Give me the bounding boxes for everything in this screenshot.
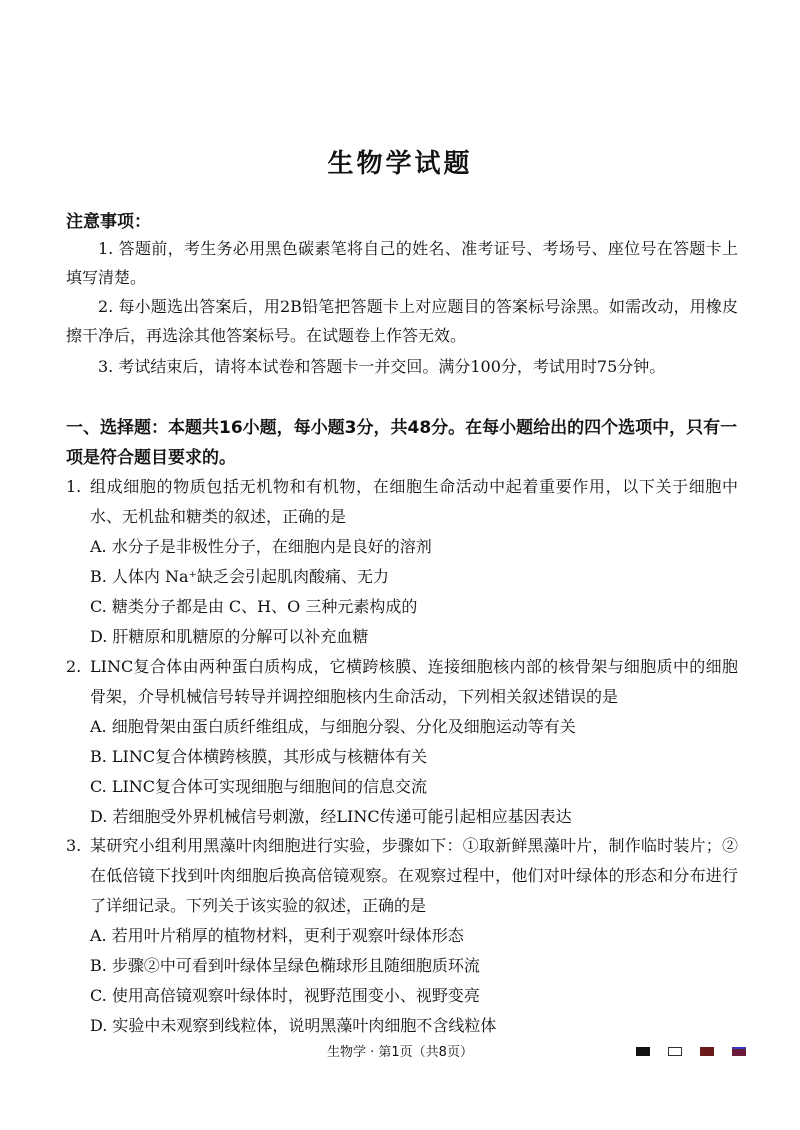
color-block-mark-icon (700, 1047, 714, 1056)
option-c: C. 糖类分子都是由 C、H、O 三种元素构成的 (90, 597, 418, 616)
question-number: 1. (66, 477, 82, 496)
notice-item-text: 1. 答题前，考生务必用黑色碳素笔将自己的姓名、准考证号、考场号、座位号在答题卡上填写清楚。 (66, 239, 738, 287)
option-a: A. 细胞骨架由蛋白质纤维组成，与细胞分裂、分化及细胞运动等有关 (90, 717, 576, 736)
option-b: B. LINC复合体横跨核膜，其形成与核糖体有关 (90, 747, 428, 766)
option-b: B. 人体内 Na⁺缺乏会引起肌肉酸痛、无力 (90, 567, 390, 586)
option-c: C. 使用高倍镜观察叶绿体时，视野范围变小、视野变亮 (90, 986, 480, 1005)
section-heading: 一、选择题：本题共16小题，每小题3分，共48分。在每小题给出的四个选项中，只有一项是符合题目要求的。 (66, 418, 738, 468)
color-bar-mark-icon (732, 1047, 746, 1056)
option-a: A. 水分子是非极性分子，在细胞内是良好的溶剂 (90, 537, 432, 556)
page-footer: 生物学 · 第1页（共8页） (327, 1045, 473, 1060)
question-stem (66, 831, 738, 921)
option-d: D. 若细胞受外界机械信号刺激，经LINC传递可能引起相应基因表达 (90, 807, 572, 826)
option-a: A. 若用叶片稍厚的植物材料，更利于观察叶绿体形态 (90, 926, 464, 945)
question-1 (66, 472, 738, 652)
question-text: 组成细胞的物质包括无机物和有机物，在细胞生命活动中起着重要作用，以下关于细胞中水、无机盐和糖类的叙述，正确的是 (90, 477, 738, 526)
option-d: D. 肝糖原和肌糖原的分解可以补充血糖 (90, 627, 369, 646)
question-3 (66, 831, 738, 1041)
question-text: LINC复合体由两种蛋白质构成，它横跨核膜、连接细胞核内部的核骨架与细胞质中的细胞骨架，介导机械信号转导并调控细胞核内生命活动，下列相关叙述错误的是 (90, 657, 738, 706)
page-title: 生物学试题 (327, 149, 473, 179)
question-number: 2. (66, 657, 82, 676)
notice-item-text: 2. 每小题选出答案后，用2B铅笔把答题卡上对应题目的答案标号涂黑。如需改动，用橡皮擦干净后，再选涂其他答案标号。在试题卷上作答无效。 (66, 297, 738, 345)
print-marks (636, 1047, 746, 1056)
notice-item-2 (66, 292, 738, 350)
notice-item-text: 3. 考试结束后，请将本试卷和答题卡一并交回。满分100分，考试用时75分钟。 (98, 357, 666, 376)
black-block-mark-icon (636, 1047, 650, 1056)
option-c: C. LINC复合体可实现细胞与细胞间的信息交流 (90, 777, 428, 796)
option-d: D. 实验中未观察到线粒体，说明黑藻叶肉细胞不含线粒体 (90, 1016, 497, 1035)
question-2 (66, 652, 738, 832)
question-text: 某研究小组利用黑藻叶肉细胞进行实验，步骤如下：①取新鲜黑藻叶片，制作临时装片；②在低倍镜下找到叶肉细胞后换高倍镜观察。在观察过程中，他们对叶绿体的形态和分布进行了详细记录。下列关于该实验的叙述，正确的是 (90, 836, 738, 915)
question-stem (66, 652, 738, 712)
notice-item-1 (66, 234, 738, 292)
empty-box-mark-icon (668, 1047, 682, 1056)
question-stem (66, 472, 738, 532)
notice-heading: 注意事项： (66, 212, 151, 232)
question-number: 3. (66, 836, 82, 855)
notice-item-3 (66, 352, 738, 381)
option-b: B. 步骤②中可看到叶绿体呈绿色椭球形且随细胞质环流 (90, 956, 480, 975)
